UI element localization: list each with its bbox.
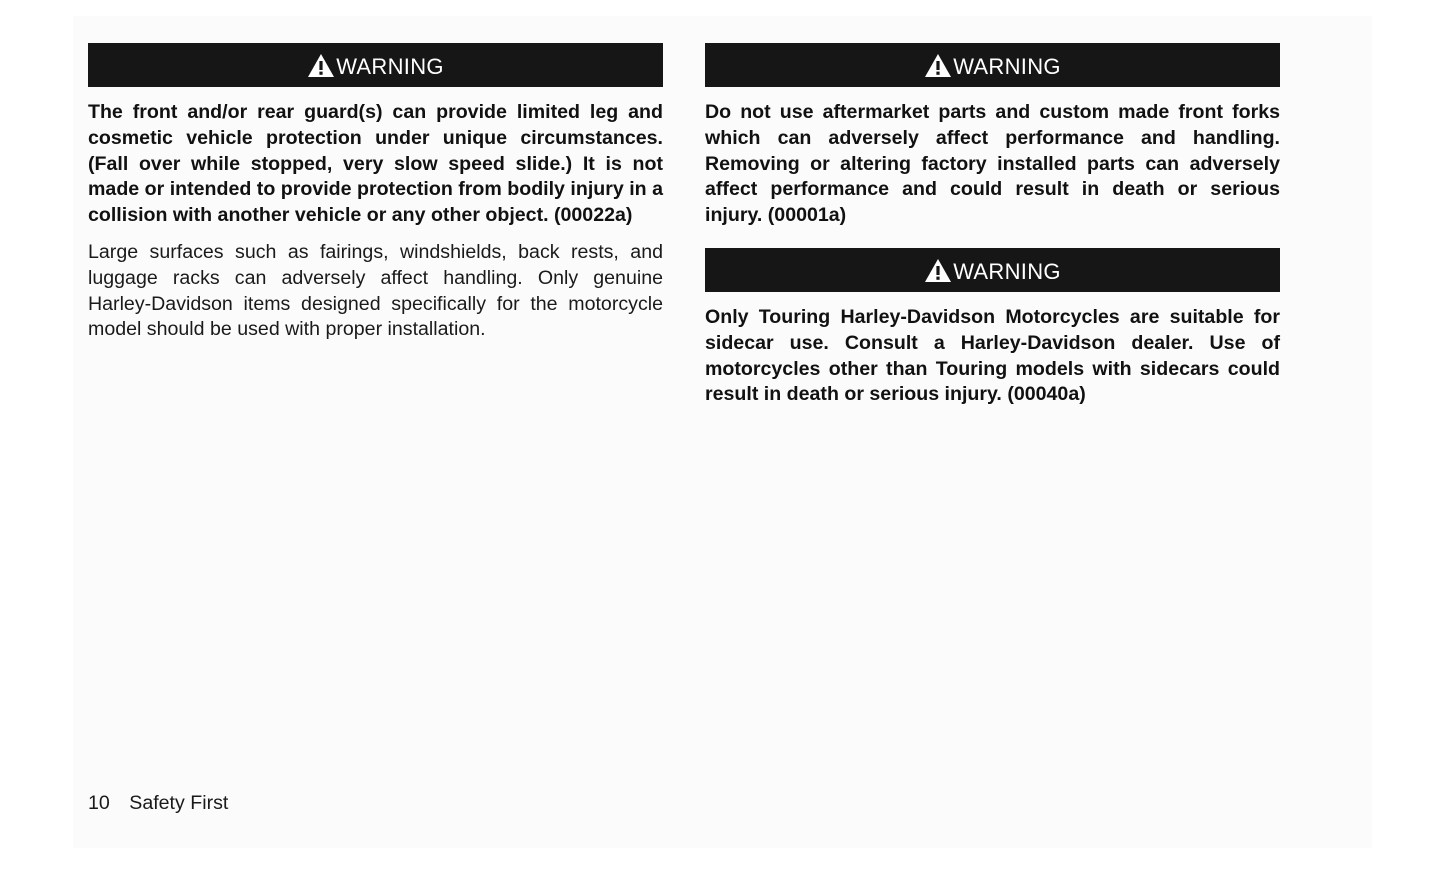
page-number: 10 [88, 792, 110, 814]
right-column [705, 43, 1280, 408]
left-column [88, 43, 663, 343]
page-footer [88, 792, 228, 815]
warning-text: The front and/or rear guard(s) can provide limited leg and cosmetic vehicle protection under unique circumstances. (Fall over while stopped, very slow speed slide.) It is not made or intended to provide protection from bodily injury in a collision with another vehicle or any other object. (00022a) [88, 101, 663, 227]
warning-triangle-icon [307, 53, 335, 78]
warning-header [705, 43, 1280, 87]
warning-text: Do not use aftermarket parts and custom made front forks which can adversely affect performance and handling. Removing or altering factory installed parts can adversely affect performance and could result in death or serious injury. (00001a) [705, 101, 1280, 227]
warning-header [705, 248, 1280, 292]
warning-label: WARNING [953, 54, 1061, 79]
warning-label: WARNING [336, 54, 444, 79]
warning-label: WARNING [953, 258, 1061, 284]
section-title: Safety First [129, 792, 229, 814]
warning-triangle-icon [924, 258, 952, 283]
body-paragraph: Large surfaces such as fairings, windshields, back rests, and luggage racks can adversely affect handling. Only genuine Harley-Davidson items designed specifically for the motorcycle model should be used with proper installation. [88, 240, 663, 341]
warning-text: Only Touring Harley-Davidson Motorcycles are suitable for sidecar use. Consult a Harley-Davidson dealer. Use of motorcycles other than Touring models with sidecars could result in death or serious injury. (00040a) [705, 305, 1280, 406]
warning-triangle-icon [924, 53, 952, 78]
warning-header [88, 43, 663, 87]
